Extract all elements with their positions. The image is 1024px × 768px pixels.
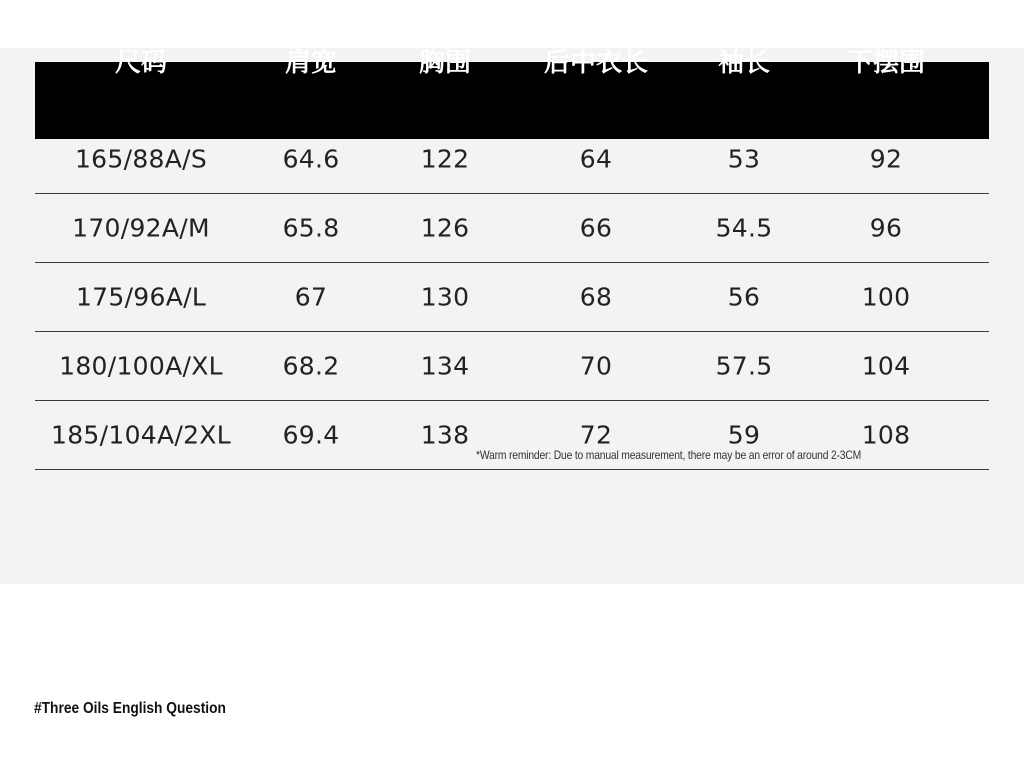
header-cell-size: 尺码 [114, 48, 168, 78]
top-white-bar [0, 0, 1024, 48]
table-row [35, 125, 989, 194]
table-cell: 56 [727, 282, 761, 312]
size-chart-table [35, 125, 989, 470]
table-cell: 104 [861, 351, 911, 381]
table-cell: 122 [420, 144, 470, 174]
table-cell: 59 [727, 420, 761, 450]
table-cell: 53 [727, 144, 761, 174]
header-cell-length: 后中衣长 [543, 48, 649, 78]
table-cell: 92 [869, 144, 903, 174]
table-row [35, 263, 989, 332]
table-cell: 64.6 [282, 144, 340, 174]
table-cell: 170/92A/M [72, 213, 210, 243]
table-cell: 126 [420, 213, 470, 243]
header-cell-sleeve: 袖长 [717, 48, 771, 78]
table-cell: 66 [579, 213, 613, 243]
table-cell: 134 [420, 351, 470, 381]
table-cell: 175/96A/L [75, 282, 207, 312]
table-row [35, 332, 989, 401]
table-cell: 69.4 [282, 420, 340, 450]
table-cell: 96 [869, 213, 903, 243]
header-cell-shoulder: 肩宽 [284, 48, 338, 78]
table-cell: 65.8 [282, 213, 340, 243]
table-cell: 100 [861, 282, 911, 312]
header-cell-chest: 胸围 [418, 48, 472, 78]
table-cell: 108 [861, 420, 911, 450]
table-cell: 72 [579, 420, 613, 450]
table-cell: 67 [294, 282, 328, 312]
measurement-reminder: *Warm reminder: Due to manual measurement, there may be an error of around 2-3CM [476, 448, 862, 462]
table-cell: 68.2 [282, 351, 340, 381]
table-cell: 57.5 [715, 351, 773, 381]
size-chart-panel [0, 48, 1024, 584]
header-cell-hem: 下摆围 [846, 48, 926, 78]
table-cell: 64 [579, 144, 613, 174]
table-cell: 54.5 [715, 213, 773, 243]
topic-hashtag[interactable]: #Three Oils English Question [34, 700, 226, 717]
table-cell: 180/100A/XL [59, 351, 223, 381]
table-cell: 70 [579, 351, 613, 381]
table-cell: 138 [420, 420, 470, 450]
table-cell: 185/104A/2XL [51, 420, 231, 450]
table-row [35, 194, 989, 263]
table-cell: 130 [420, 282, 470, 312]
table-cell: 165/88A/S [74, 144, 208, 174]
table-cell: 68 [579, 282, 613, 312]
